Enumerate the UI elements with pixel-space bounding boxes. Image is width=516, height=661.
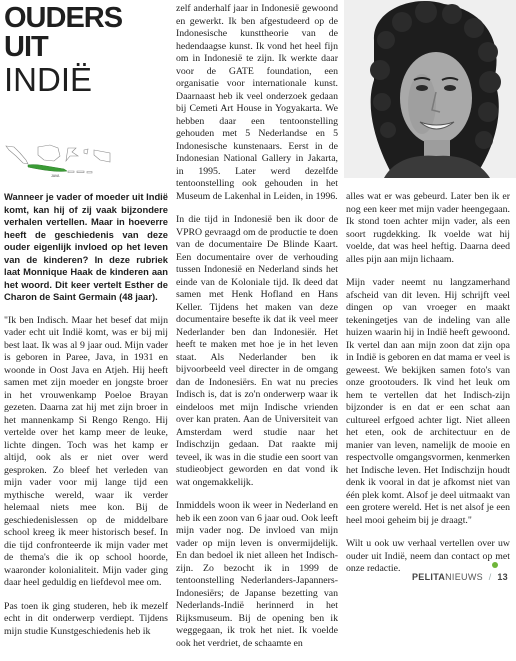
body-paragraph: Mijn vader neemt nu langzamerhand afscheid van dit leven. Hij schrijft veel dingen op van vroeger en maakt tekeningetjes van de indeling van alle huizen waarin hij in Indië heeft gewoond. Ik vertel dan aan mijn zoon dat zijn opa in Indië is geboren en dat mama er veel is geweest. We bekijken samen foto's van onze grootouders. Ik vind het leuk om hem te vertellen dat het Indisch-zijn bijzonder is en dat er een schat aan cultureel erfgoed achter ligt. Niet alleen het eten, ook de architectuur en de manier van leven, namelijk de mooie en respectvolle omgangsvormen, kenmerken het Indische leven. Het Indischzijn houdt denk ik vooral in dat je afkomst niet van één plek komt. Alsof je deel uitmaakt van een grotere wereld. Het is net alsof je een heel mooi geheim bij je draagt." [346, 277, 510, 526]
footer-separator: / [488, 572, 492, 582]
footer-brand: PELITA [411, 572, 446, 582]
body-paragraph: In die tijd in Indonesië ben ik door de VPRO gevraagd om de productie te doen van de documentaire De Blinde Kaart. Een documentaire over de verhouding tussen Indonesië en Nederland sinds het einde van de Koloniale tijd. Ik deed dat samen met Henk Hofland en Hans Keller. Tijdens het maken van deze documentaire besefte ik dat ik veel meer Nederlander ben dan Indonesiër. Het heeft te maken met hoe je in het leven staat. Als Nederlander ben ik bijvoorbeeld veel directer in de omgang dan de Indonesiërs. En wat nu precies Indisch is, dat is zo'n onderwerp waar ik eindeloos met mijn Indische vrienden over kan praten. Aan de Universiteit van Amsterdam werd studie naar het Indischzijn gedaan. Dat raakte mij teveel, ik was in die studie een soort van studieobject geworden en dat vond ik wat ongemakkelijk. [176, 214, 338, 488]
column-2 [176, 3, 338, 661]
end-mark [492, 562, 498, 568]
article-title [4, 2, 123, 98]
title-line-2: UIT [4, 31, 48, 63]
body-paragraph: Inmiddels woon ik weer in Nederland en heb ik een zoon van 6 jaar oud. Ook leeft mijn vader nog. De invloed van mijn vader op mijn leven is onvermijdelijk. En dan bedoel ik niet alleen het Indisch-zijn. Zo bezocht ik in 1999 de tentoonstelling Nederlanders-Japanners-Indonesiërs; de Japanse bezetting van Nederlands-Indië herinnerd in het Rijksmuseum. Bij de opening ben ik weggegaan, ik trok het niet. Ik voelde ook het verdriet, de schaamte en [176, 500, 338, 649]
column-3 [346, 191, 510, 587]
java-label: JAVA [51, 174, 60, 178]
footer-section: NIEUWS [445, 572, 483, 582]
body-paragraph: alles wat er was gebeurd. Later ben ik er nog een keer met mijn vader heengegaan. Ik stond toen achter mijn vader, als een soort rugdekking. Ik voelde wat hij voelde, dat was heel heftig. Daarna deed alles pijn aan mijn lichaam. [346, 191, 510, 265]
title-line-3: INDIË [4, 61, 93, 98]
intro-paragraph: Wanneer je vader of moeder uit Indië komt, kan hij of zij vaak bijzondere verhalen vertellen. Maar in hoeverre heeft de geschiedenis van deze ouder eigenlijk invloed op het leven van de kinderen? In deze rubriek laat Monnique Haak de kinderen aan het woord. Dit keer vertelt Esther de Charon de Saint Germain (48 jaar). [4, 191, 168, 302]
portrait-photo [344, 0, 516, 178]
java-map [4, 144, 112, 186]
body-paragraph: Pas toen ik ging studeren, heb ik mezelf echt in dit onderwerp verdiept. Tijdens mijn studie Kunstgeschiedenis heb ik [4, 600, 168, 637]
body-paragraph: "Ik ben Indisch. Maar het besef dat mijn vader echt uit Indië komt, was er bij mij best laat. Ik was al 9 jaar oud. Mijn vader is geboren in Paree, Java, in 1931 en woonde in Oost Java en Atjeh. Hij heeft samen met zijn moeder en jongste broer in het vrouwenkamp Poeloe Brayan gezeten. Daarna zat hij met zijn broer in het mannenkamp Si Rengo Rengo. Hij vertelde over het kamp meer de leuke, lichte dingen. Toch was het kamp er altijd, ook als er niet over werd gesproken. Zo bleef het verleden van mijn vader voor mij lange tijd een mythische wereld, waar ik verder helemaal niets mee kon. Bij de geschiedenislessen op de middelbare school kreeg ik meer historisch besef. In die tijd confronteerde ik mijn vader met de thema's die ik op school hoorde, waaronder kolonialiteit. Mijn vader ging daar heel geduldig en liefdevol mee om. [4, 314, 168, 588]
page-footer [412, 572, 508, 582]
portrait-illustration [344, 0, 516, 178]
closing-note: Wilt u ook uw verhaal vertellen over uw ouder uit Indië, neem dan contact op met onze redactie. [346, 538, 510, 574]
title-line-1: OUDERS [4, 2, 123, 34]
page-number: 13 [497, 572, 508, 582]
java-island [28, 165, 67, 172]
body-paragraph: zelf anderhalf jaar in Indonesië gewoond en gewerkt. Ik ben afgestudeerd op de Indonesische kunsttheorie van de hedendaagse kunst. Ik vond het heel fijn om in Indonesië te zijn. Ik werkte daar voor de GATE foundation, een organisatie voor internationale kunst. Daarnaast heb ik veel onderzoek gedaan bij Cemeti Art House in Yogyakarta. We hebben daar een tentoonstelling gehouden met 5 Nederlandse en 5 Indonesische kunstenaars. Eerst in de Indonesian National Gallery in Jakarta, in 1995. Later werd dezelfde tentoonstelling ook gehouden in het Museum de Lakenhal in Leiden, in 1996. [176, 3, 338, 202]
column-1 [4, 191, 168, 649]
